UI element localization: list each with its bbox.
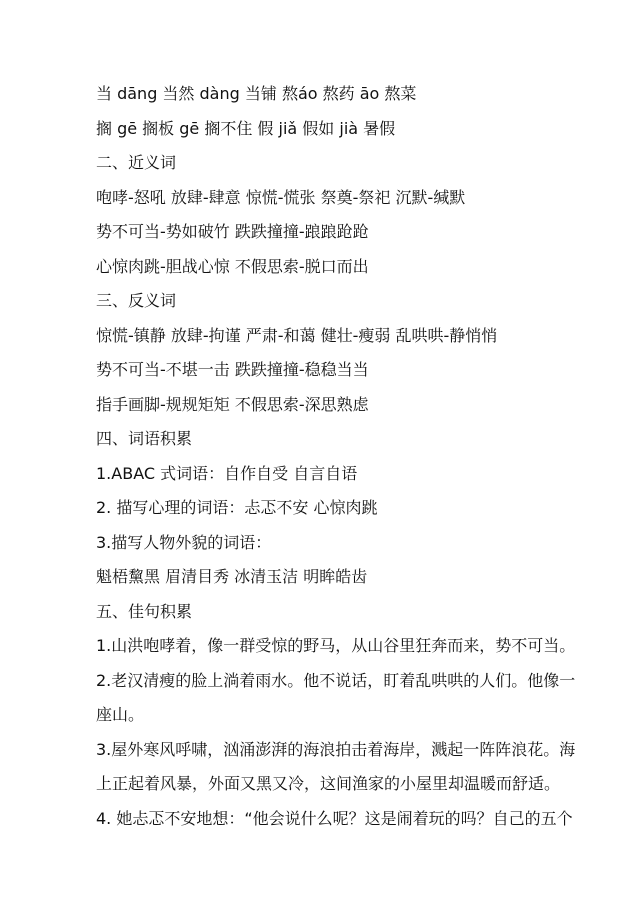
sentence-line-2: 2.老汉清瘦的脸上淌着雨水。他不说话，盯着乱哄哄的人们。他像一	[96, 671, 576, 690]
vocabulary-line-4: 魁梧黧黑 眉清目秀 冰清玉洁 明眸皓齿	[96, 567, 368, 586]
section-heading-sentences: 五、佳句积累	[96, 602, 193, 621]
vocabulary-line-2: 2. 描写心理的词语：忐忑不安 心惊肉跳	[96, 498, 378, 517]
sentence-line-1: 1.山洪咆哮着，像一群受惊的野马，从山谷里狂奔而来，势不可当。	[96, 636, 576, 655]
synonym-line-2: 势不可当-势如破竹 跌跌撞撞-踉踉跄跄	[96, 222, 369, 241]
section-heading-antonyms: 三、反义词	[96, 291, 177, 310]
vocabulary-line-3: 3.描写人物外貌的词语：	[96, 533, 272, 552]
antonym-line-3: 指手画脚-规规矩矩 不假思索-深思熟虑	[96, 395, 369, 414]
section-heading-synonyms: 二、近义词	[96, 153, 177, 172]
synonym-line-1: 咆哮-怒吼 放肆-肆意 惊慌-慌张 祭奠-祭祀 沉默-缄默	[96, 188, 466, 207]
antonym-line-2: 势不可当-不堪一击 跌跌撞撞-稳稳当当	[96, 360, 369, 379]
sentence-line-6: 4. 她忐忑不安地想：“他会说什么呢？这是闹着玩的吗？自己的五个	[96, 809, 573, 828]
pronunciation-line-1: 当 dāng 当然 dàng 当铺 熬áo 熬药 āo 熬菜	[96, 84, 417, 103]
antonym-line-1: 惊慌-镇静 放肆-拘谨 严肃-和蔼 健壮-瘦弱 乱哄哄-静悄悄	[96, 326, 498, 345]
vocabulary-line-1: 1.ABAC 式词语：自作自受 自言自语	[96, 464, 358, 483]
sentence-line-5: 上正起着风暴，外面又黑又冷，这间渔家的小屋里却温暖而舒适。	[96, 774, 561, 793]
sentence-line-3: 座山。	[96, 705, 145, 724]
pronunciation-line-2: 搁 gē 搁板 gē 搁不住 假 jiǎ 假如 jià 暑假	[96, 119, 396, 138]
synonym-line-3: 心惊肉跳-胆战心惊 不假思索-脱口而出	[96, 257, 369, 276]
section-heading-vocabulary: 四、词语积累	[96, 429, 193, 448]
sentence-line-4: 3.屋外寒风呼啸，汹涌澎湃的海浪拍击着海岸，溅起一阵阵浪花。海	[96, 740, 576, 759]
